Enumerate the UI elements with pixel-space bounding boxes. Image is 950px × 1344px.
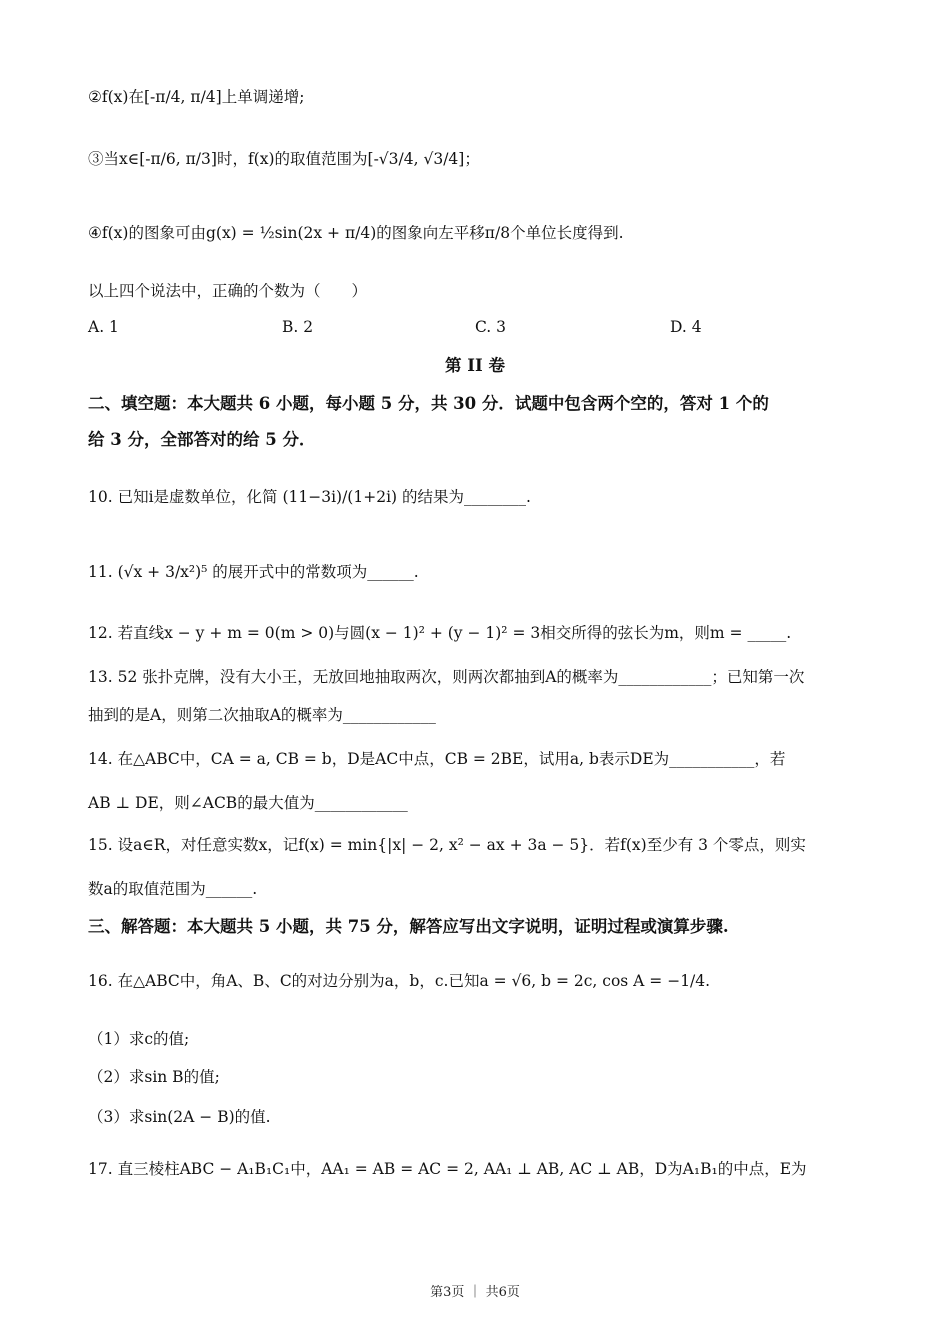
question-17: 17. 直三棱柱ABC − A₁B₁C₁中，AA₁ = AB = AC = 2, AA₁ ⊥ AB, AC ⊥ AB，D为A₁B₁的中点，E为 (88, 1160, 807, 1178)
question-15-line2: 数a的取值范围为______. (88, 880, 258, 898)
question-16-part-2: （2）求sin B的值; (88, 1068, 220, 1086)
question-13-line2: 抽到的是A，则第二次抽取A的概率为____________ (88, 706, 436, 724)
section-title: 第 II 卷 (445, 356, 505, 375)
question-16-part-3: （3）求sin(2A − B)的值. (88, 1108, 271, 1126)
option-c: C. 3 (475, 318, 507, 336)
option-b: B. 2 (282, 318, 314, 336)
page-footer: 第3页 ｜ 共6页 (430, 1285, 520, 1300)
question-14-line1: 14. 在△ABC中，CA = a, CB = b，D是AC中点，CB = 2BE，试用a, b表示DE为___________，若 (88, 750, 786, 768)
question-prompt: 以上四个说法中，正确的个数为（ ） (88, 282, 368, 300)
question-15-line1: 15. 设a∈R，对任意实数x，记f(x) = min{|x| − 2, x² − ax + 3a − 5}．若f(x)至少有 3 个零点，则实 (88, 836, 806, 854)
solve-header: 三、解答题：本大题共 5 小题，共 75 分，解答应写出文字说明，证明过程或演算步骤. (88, 917, 729, 936)
option-d: D. 4 (670, 318, 702, 336)
option-a: A. 1 (88, 318, 119, 336)
statement-2: ②f(x)在[-π/4, π/4]上单调递增; (88, 88, 305, 106)
question-10: 10. 已知i是虚数单位，化简 (11−3i)/(1+2i) 的结果为________. (88, 488, 531, 506)
question-12: 12. 若直线x − y + m = 0(m > 0)与圆(x − 1)² + (y − 1)² = 3相交所得的弦长为m，则m = _____. (88, 624, 792, 642)
question-16: 16. 在△ABC中，角A、B、C的对边分别为a，b，c.已知a = √6, b = 2c, cos A = −1/4. (88, 972, 711, 990)
question-13-line1: 13. 52 张扑克牌，没有大小王，无放回地抽取两次，则两次都抽到A的概率为____________；已知第一次 (88, 668, 805, 686)
statement-4: ④f(x)的图象可由g(x) = ½sin(2x + π/4)的图象向左平移π/8个单位长度得到. (88, 224, 624, 242)
question-11: 11. (√x + 3/x²)⁵ 的展开式中的常数项为______. (88, 563, 419, 581)
statement-3: ③当x∈[-π/6, π/3]时，f(x)的取值范围为[-√3/4, √3/4]； (88, 150, 480, 168)
question-14-line2: AB ⊥ DE，则∠ACB的最大值为____________ (88, 794, 408, 812)
fill-in-header-line2: 给 3 分，全部答对的给 5 分． (88, 430, 316, 449)
fill-in-header-line1: 二、填空题：本大题共 6 小题，每小题 5 分，共 30 分．试题中包含两个空的，答对 1 个的 (88, 394, 769, 413)
question-16-part-1: （1）求c的值; (88, 1030, 190, 1048)
